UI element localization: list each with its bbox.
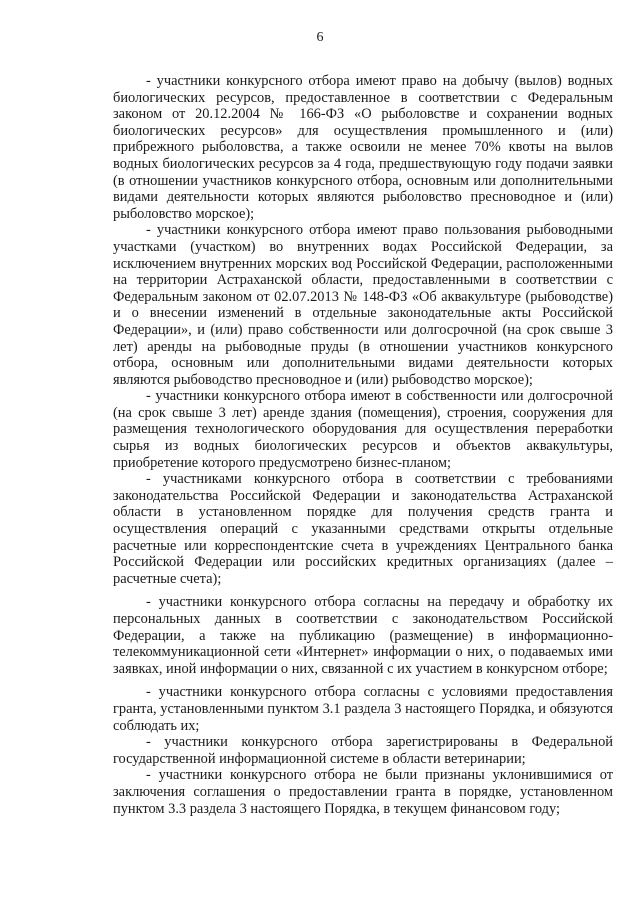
paragraph-1: - участники конкурсного отбора имеют право на добычу (вылов) водных биологических ресурсов, предоставленное в соответствии с Федеральным законом от 20.12.2004 № 166-ФЗ «О рыболовстве и сохранении водных биологических ресурсов» для осуществления промышленного и (или) прибрежного рыболовства, а также освоили не менее 70% квоты на вылов водных биологических ресурсов за 4 года, предшествующую году подачи заявки (в отношении участников конкурсного отбора, основным или дополнительными видами деятельности которых являются рыболовство пресноводное и (или) рыболовство морское); — [113, 73, 613, 222]
paragraph-3: - участники конкурсного отбора имеют в собственности или долгосрочной (на срок свыше 3 лет) аренде здания (помещения), строения, сооружения для размещения технологического оборудования для осуществления переработки сырья из водных биологических ресурсов и объектов аквакультуры, приобретение которого предусмотрено бизнес-планом; — [113, 388, 613, 471]
document-body — [113, 73, 613, 817]
paragraph-5: - участники конкурсного отбора согласны на передачу и обработку их персональных данных в соответствии с законодательством Российской Федерации, а также на публикацию (размещение) в информационно-телекоммуникационной сети «Интернет» информации о них, о подаваемых ими заявках, иной информации о них, связанной с их участием в конкурсном отборе; — [113, 594, 613, 677]
page-number: 6 — [316, 30, 324, 45]
paragraph-7: - участники конкурсного отбора зарегистрированы в Федеральной государственной информационной системе в области ветеринарии; — [113, 734, 613, 767]
paragraph-2: - участники конкурсного отбора имеют право пользования рыбоводными участками (участком) во внутренних водах Российской Федерации, за исключением внутренних морских вод Российской Федерации, расположенными на территории Астраханской области, предоставленными в соответствии с Федеральным законом от 02.07.2013 № 148-ФЗ «Об аквакультуре (рыбоводстве) и о внесении изменений в отдельные законодательные акты Российской Федерации», и (или) право собственности или долгосрочной (на срок свыше 3 лет) аренды на рыбоводные пруды (в отношении участников конкурсного отбора, основным или дополнительными видами деятельности которых являются рыбоводство пресноводное и (или) рыбоводство морское); — [113, 222, 613, 388]
paragraph-8: - участники конкурсного отбора не были признаны уклонившимися от заключения соглашения о предоставлении гранта в порядке, установленном пунктом 3.3 раздела 3 настоящего Порядка, в текущем финансовом году; — [113, 767, 613, 817]
paragraph-6: - участники конкурсного отбора согласны с условиями предоставления гранта, установленными пунктом 3.1 раздела 3 настоящего Порядка, и обязуются соблюдать их; — [113, 684, 613, 734]
paragraph-4: - участниками конкурсного отбора в соответствии с требованиями законодательства Российской Федерации и законодательства Астраханской области в установленном порядке для получения средств гранта и осуществления операций с указанными средствами открыты отдельные расчетные или корреспондентские счета в учреждениях Центрального банка Российской Федерации или российских кредитных организациях (далее – расчетные счета); — [113, 471, 613, 587]
